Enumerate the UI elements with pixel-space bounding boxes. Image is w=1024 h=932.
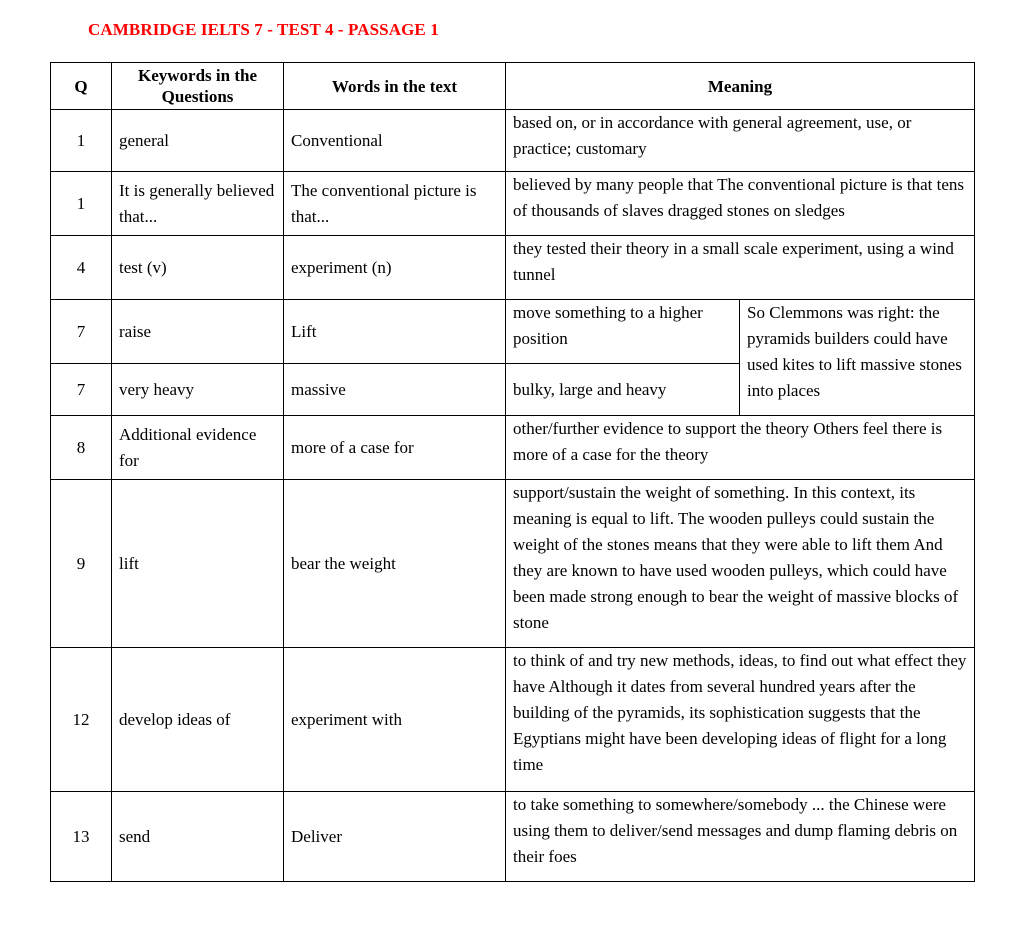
question-number: 4	[51, 236, 112, 300]
words-cell: Deliver	[284, 792, 506, 882]
keyword-cell: develop ideas of	[112, 648, 284, 792]
keyword-cell: raise	[112, 300, 284, 364]
meaning-cell: other/further evidence to support the theory Others feel there is more of a case for the theory	[506, 416, 975, 480]
question-number: 8	[51, 416, 112, 480]
words-cell: experiment (n)	[284, 236, 506, 300]
table-row	[51, 480, 975, 648]
keyword-cell: Additional evidence for	[112, 416, 284, 480]
meaning-cell: to take something to somewhere/somebody ... the Chinese were using them to deliver/send messages and dump flaming debris on their foes	[506, 792, 975, 882]
table-row	[51, 110, 975, 172]
meaning-cell: bulky, large and heavy	[506, 364, 740, 416]
question-number: 1	[51, 110, 112, 172]
words-cell: massive	[284, 364, 506, 416]
meaning-cell: to think of and try new methods, ideas, to find out what effect they have Although it dates from several hundred years after the building of the pyramids, its sophistication suggests that the Egyptians might have been developing ideas of flight for a long time	[506, 648, 975, 792]
table-row	[51, 416, 975, 480]
keyword-cell: send	[112, 792, 284, 882]
words-cell: bear the weight	[284, 480, 506, 648]
question-number: 9	[51, 480, 112, 648]
table-row	[51, 648, 975, 792]
vocabulary-table	[50, 62, 975, 882]
question-number: 13	[51, 792, 112, 882]
header-meaning: Meaning	[506, 63, 975, 110]
words-cell: Conventional	[284, 110, 506, 172]
table-row	[51, 792, 975, 882]
header-words: Words in the text	[284, 63, 506, 110]
words-cell: experiment with	[284, 648, 506, 792]
words-cell: Lift	[284, 300, 506, 364]
table-row	[51, 172, 975, 236]
meaning-cell: move something to a higher position	[506, 300, 740, 364]
keyword-cell: It is generally believed that...	[112, 172, 284, 236]
table-row	[51, 300, 975, 364]
keyword-cell: very heavy	[112, 364, 284, 416]
words-cell: more of a case for	[284, 416, 506, 480]
note-cell: So Clemmons was right: the pyramids builders could have used kites to lift massive stones into places	[740, 300, 975, 416]
meaning-cell: they tested their theory in a small scale experiment, using a wind tunnel	[506, 236, 975, 300]
question-number: 12	[51, 648, 112, 792]
meaning-cell: believed by many people that The conventional picture is that tens of thousands of slaves dragged stones on sledges	[506, 172, 975, 236]
meaning-cell: support/sustain the weight of something. In this context, its meaning is equal to lift. The wooden pulleys could sustain the weight of the stones means that they were able to lift them And they are known to have used wooden pulleys, which could have been made strong enough to bear the weight of massive blocks of stone	[506, 480, 975, 648]
page-title: CAMBRIDGE IELTS 7 - TEST 4 - PASSAGE 1	[88, 20, 439, 39]
meaning-cell: based on, or in accordance with general agreement, use, or practice; customary	[506, 110, 975, 172]
keyword-cell: general	[112, 110, 284, 172]
keyword-cell: test (v)	[112, 236, 284, 300]
table-row	[51, 236, 975, 300]
words-cell: The conventional picture is that...	[284, 172, 506, 236]
header-row	[51, 63, 975, 110]
header-keywords: Keywords in the Questions	[112, 63, 284, 110]
question-number: 7	[51, 364, 112, 416]
keyword-cell: lift	[112, 480, 284, 648]
header-q: Q	[51, 63, 112, 110]
question-number: 1	[51, 172, 112, 236]
question-number: 7	[51, 300, 112, 364]
